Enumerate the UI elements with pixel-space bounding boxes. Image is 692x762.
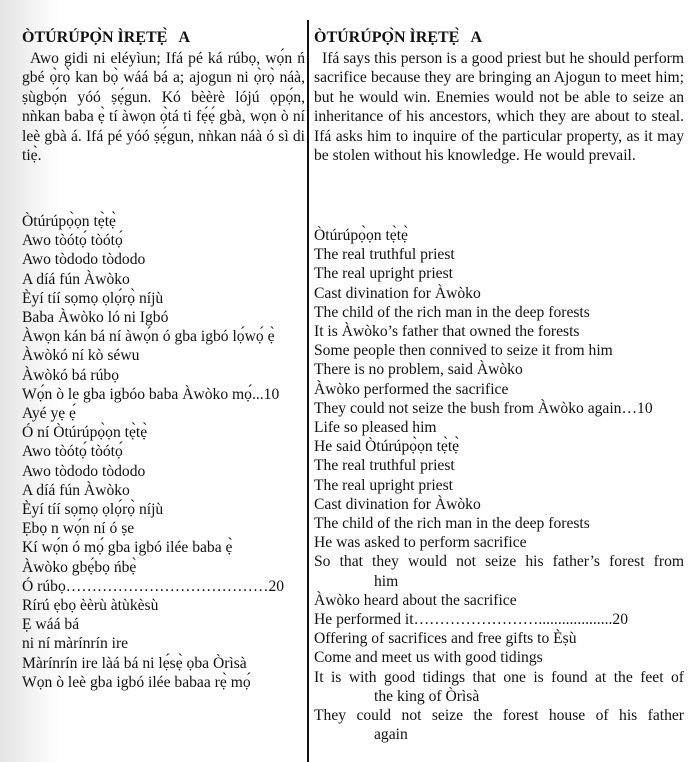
yoruba-verse-line: Ẹbọ n wọ́n ní ó ṣe (22, 520, 135, 538)
english-verse-line: The child of the rich man in the deep forests (314, 303, 590, 321)
column-divider (307, 20, 309, 762)
english-verse-line: Òtúrúpọ̀ọn tẹ̀tẹ̀ (314, 227, 408, 244)
yoruba-verse-line: A díá fún Àwòko (22, 481, 130, 499)
yoruba-verse-line: Ẹ wáá bá (22, 616, 80, 634)
yoruba-verse-line: Àwòko gbẹ́bọ ńbẹ̀ (22, 558, 137, 576)
english-verse-line: He said Òtúrúpọ̀ọn tẹ̀tẹ̀ (314, 438, 460, 456)
english-verse-line: It is Àwòko’s father that owned the forests (314, 323, 580, 341)
english-column-intro (314, 28, 684, 165)
yoruba-verse-line: Baba Àwòko ló ni Igbó (22, 309, 169, 327)
english-verse-line: Cast divination for Àwòko (314, 495, 481, 513)
yoruba-paragraph: Awo gidi ni eléyìun; Ifá pé ká rúbọ, wọ́n ń gbé ọ̀rọ̀ kan bọ̀ wáá bá a; ajogun ni ọ̀rọ̀ náà, ṣùgbọ́n yóó ṣẹ́gun. Kó bèèrè lójú ọpọ́n, nǹkan baba ẹ̀ tí àwọn ọ̀tá ti fẹ́ẹ́ gbà, wọn ò ní leè gbà á. Ifá pé yóó ṣẹ́gun, nǹkan náà ó sì di tiẹ̀. (22, 50, 305, 165)
english-verse-line: There is no problem, said Àwòko (314, 361, 523, 379)
yoruba-verse-line: Kí wọ́n ó mọ́ gba igbó ilée baba ẹ̀ (22, 539, 233, 557)
english-verse-line: Some people then connived to seize it from him (314, 342, 613, 360)
yoruba-verses (22, 212, 307, 692)
english-verse-line: The real truthful priest (314, 457, 455, 475)
yoruba-verse-line: Awo tòótọ́ tòótọ́ (22, 232, 123, 250)
english-verses (314, 226, 684, 744)
english-verse-line: Come and meet us with good tidings (314, 649, 543, 667)
english-verse-line: Cast divination for Àwòko (314, 284, 481, 302)
english-verse-line: Àwòko performed the sacrifice (314, 380, 509, 398)
yoruba-verse-line: Ó ní Òtúrúpọ̀ọn tẹ̀tẹ̀ (22, 424, 148, 442)
english-verse-line: He was asked to perform sacrifice (314, 534, 527, 552)
english-verse-line: Offering of sacrifices and free gifts to Èṣù (314, 630, 577, 648)
yoruba-verse-line: Àwọn kán bá ní àwọ́n ó gba igbó lọ́wọ́ ẹ̀ (22, 328, 275, 346)
english-verse-line: They could not seize the bush from Àwòko again…10 (314, 399, 653, 417)
yoruba-verse-line: Àwòkó ní kò séwu (22, 347, 140, 365)
yoruba-verse-line: ni ní màrínrín ire (22, 635, 129, 653)
yoruba-verse-line: Òtúrúpọ̀ọn tẹ̀tẹ̀ (22, 213, 116, 230)
english-verse-line: The real upright priest (314, 476, 453, 494)
yoruba-verse-line: Ó rúbọ…………………………………20 (22, 577, 285, 595)
yoruba-verse-line: Àwòkó bá rúbọ (22, 366, 120, 384)
yoruba-heading: ÒTÚRÚPỌ̀N ÌRẸTẸ̀ A (22, 29, 191, 46)
english-verse-line: So that they would not seize his father’s forest from (314, 553, 684, 571)
english-verse-line: Life so pleased him (314, 419, 437, 437)
yoruba-verse-line: Awo tòótọ́ tòótọ́ (22, 443, 123, 461)
yoruba-verse-line: A díá fún Àwòko (22, 270, 130, 288)
english-heading: ÒTÚRÚPỌ̀N ÌRẸTẸ̀ A (314, 29, 483, 46)
english-verse-line: The real upright priest (314, 265, 453, 283)
english-verse-continuation: him (374, 572, 399, 590)
english-paragraph: Ifá says this person is a good priest but he should perform sacrifice because they are bringing an Ajogun to meet him; but he would win. Enemies would not be able to seize an inheritance of his ancestors, which they are about to steal. Ifá asks him to inquire of the particular property, as it may be stolen without his knowledge. He would prevail. (314, 50, 684, 165)
yoruba-verse-line: Màrínrín ire làá bá ni lẹ́sẹ̀ ọba Òrìsà (22, 654, 247, 672)
english-verse-line: They could not seize the forest house of his father (314, 707, 684, 725)
yoruba-verse-line: Wọn ò leè gba igbó ilée babaa rẹ̀ mọ́ (22, 673, 251, 691)
yoruba-verse-line: Ayé yẹ ẹ́ (22, 405, 76, 423)
english-verse-line: He performed it……………………...................20 (314, 611, 628, 629)
english-verse-line: The child of the rich man in the deep forests (314, 515, 590, 533)
english-verse-line: Àwòko heard about the sacrifice (314, 591, 517, 609)
english-verse-line: The real truthful priest (314, 246, 455, 264)
yoruba-verse-line: Awo tòdodo tòdodo (22, 251, 146, 269)
yoruba-verse-line: Wọ́n ò le gba igbóo baba Àwòko mọ́...10 (22, 385, 280, 403)
yoruba-verse-line: Èyí tíí sọmọ ọlọ́rọ̀ níjù (22, 501, 164, 519)
yoruba-verse-line: Awo tòdodo tòdodo (22, 462, 146, 480)
english-verse-continuation: the king of Òrìsà (374, 687, 480, 705)
english-verse-line: It is with good tidings that one is found at the feet of (314, 668, 684, 686)
yoruba-verse-line: Èyí tíí sọmọ ọlọ́rọ̀ níjù (22, 289, 164, 307)
english-verse-continuation: again (374, 726, 408, 744)
yoruba-verse-line: Rírú ẹbọ èèrù àtùkèsù (22, 597, 159, 615)
yoruba-column-intro (22, 28, 305, 165)
